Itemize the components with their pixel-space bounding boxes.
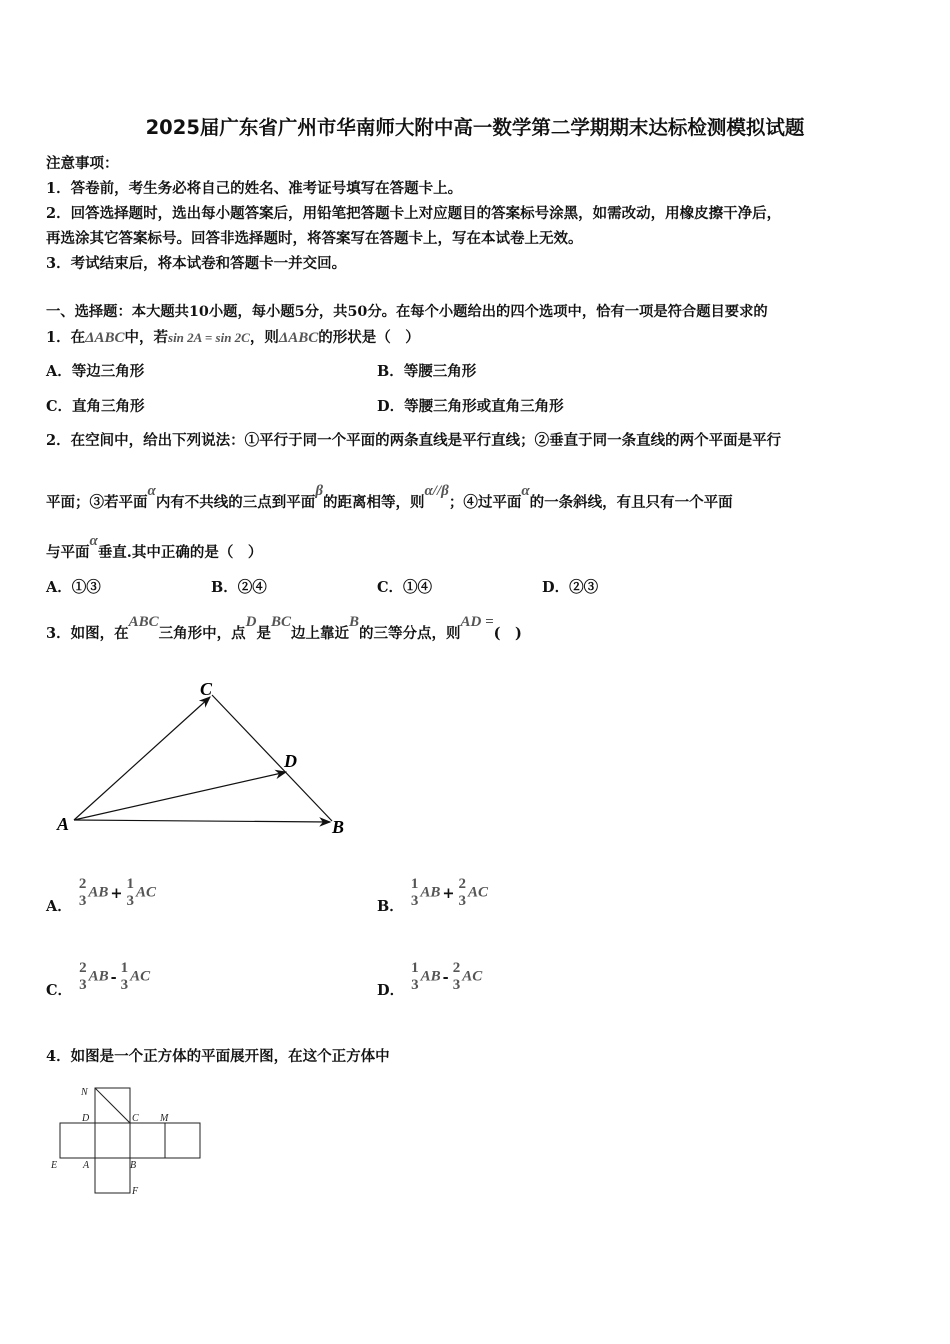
vector-name: AB [420,884,441,901]
question-3 [46,614,522,643]
q3-option-a[interactable] [46,876,157,915]
q1-text: 1．在 [46,329,86,346]
denominator: 3 [120,977,129,993]
numerator: 1 [410,876,419,892]
option-label: D． [377,981,405,999]
option-text: ①③ [71,579,101,596]
numerator: 1 [411,960,419,976]
denominator: 3 [78,893,87,909]
notice-item: 3．考试结束后，将本试卷和答题卡一并交回。 [46,255,347,272]
q2-math: β [315,483,323,499]
q2-text: 垂直.其中正确的是（ ） [97,544,263,561]
option-text: 等腰三角形 [403,363,477,380]
vector-ad [74,772,286,820]
fraction [459,876,467,910]
section-heading: 一、选择题：本大题共10小题，每小题5分，共50分。在每个小题给出的四个选项中，恰有一项是符合题目要求的 [46,304,768,320]
numerator: 1 [126,876,134,892]
question-1 [46,326,420,347]
vector-ab [74,820,330,822]
q2-text: ；④过平面 [448,494,522,511]
net-label-f: F [132,1186,139,1197]
q1-option-c[interactable] [46,395,145,416]
notice-heading: 注意事项： [46,155,119,172]
net-label-m: M [160,1113,169,1124]
q3-option-c[interactable] [46,960,151,999]
q3-text: 3．如图，在 [46,625,129,642]
triangle-figure [50,675,360,845]
q3-option-d[interactable] [377,960,483,999]
option-label: A． [46,579,72,596]
q3-text: ( ) [493,625,522,642]
option-label: B． [377,363,404,380]
operator: - [442,968,449,986]
q2-option-b[interactable] [211,576,267,597]
vector-name: AB [88,968,109,985]
option-text: ②④ [237,579,267,596]
notice-item: 1．答卷前，考生务必将自己的姓名、准考证号填写在答题卡上。 [46,180,463,197]
net-label-b: B [130,1160,137,1171]
vector-name: AB [88,884,109,901]
q2-text: 内有不共线的三点到平面 [155,494,316,511]
operator: + [442,884,455,902]
q2-text: 与平面 [46,544,90,561]
denominator: 3 [79,977,87,993]
fraction [79,876,87,910]
option-label: C． [46,981,73,999]
label-a: A [57,814,70,834]
label-c: C [200,679,213,699]
operator: - [110,968,117,986]
q2-text: 的一条斜线，有且只有一个平面 [529,494,733,511]
net-face-far-right [165,1123,200,1158]
q1-math: sin 2A = sin 2C [168,330,250,345]
q2-option-a[interactable] [46,576,101,597]
option-text: ②③ [569,579,599,596]
q1-option-d[interactable] [377,395,564,416]
q3-option-b[interactable] [377,876,489,915]
q1-option-b[interactable] [377,360,476,381]
option-text: 直角三角形 [72,398,145,415]
net-label-d: D [82,1113,90,1124]
net-face-left [60,1123,95,1158]
numerator: 2 [79,960,87,976]
numerator: 1 [120,960,129,976]
operator: + [110,884,123,902]
q3-math: AD = [460,614,494,630]
page-title: 2025届广东省广州市华南师大附中高一数学第二学期期末达标检测模拟试题 [145,116,805,139]
net-label-a: A [83,1160,90,1171]
option-label: A． [46,897,72,915]
vector-name: AC [462,968,483,985]
q3-math: D [245,614,257,630]
q3-math: ABC [128,614,159,630]
option-label: B． [211,579,238,596]
q3-text: 是 [256,625,271,642]
question-4: 4．如图是一个正方体的平面展开图，在这个正方体中 [46,1048,390,1065]
notice-item: 2．回答选择题时，选出每小题答案后，用铅笔把答题卡上对应题目的答案标号涂黑，如需改动，用橡皮擦干净后， [46,205,782,222]
denominator: 3 [411,977,419,993]
q2-math: α [147,483,156,499]
fraction [121,960,129,994]
option-label: D． [542,579,570,596]
option-label: D． [377,398,405,415]
cube-net-figure [46,1080,216,1205]
q1-math: ΔABC [278,330,319,346]
vector-name: AC [468,884,489,901]
question-2-line-2 [46,483,733,512]
option-label: C． [377,579,404,596]
option-label: A． [46,363,72,380]
net-diagonal-nc [95,1088,130,1123]
label-b: B [332,817,345,837]
q1-math: ΔABC [85,330,125,346]
option-text: 等边三角形 [71,363,145,380]
numerator: 2 [458,876,466,892]
fraction [79,960,87,994]
option-label: C． [46,398,73,415]
net-label-c: C [132,1113,139,1124]
q2-text: 平面；③若平面 [46,494,148,511]
question-2-line-1: 2．在空间中，给出下列说法：①平行于同一个平面的两条直线是平行直线；②垂直于同一条直线的两个平面是平行 [46,432,782,449]
q1-option-a[interactable] [46,360,144,381]
q1-text: 中，若 [124,329,169,346]
q3-math: B [348,614,359,630]
q3-text: 边上靠近 [290,625,349,642]
segment-cb [212,695,332,821]
option-text: 等腰三角形或直角三角形 [404,398,564,415]
numerator: 2 [452,960,461,976]
vector-name: AC [130,968,151,985]
q2-math: α [521,483,530,499]
option-label: B． [377,897,404,915]
q3-text: 三角形中，点 [158,625,246,642]
q3-text: 的三等分点，则 [358,625,461,642]
vector-name: AC [136,884,157,901]
label-d: D [284,751,297,771]
net-face-right [130,1123,165,1158]
net-label-e: E [51,1160,58,1171]
question-2-line-3 [46,533,263,562]
denominator: 3 [452,977,461,993]
q1-text: ，则 [249,329,279,346]
q2-option-d[interactable] [542,576,598,597]
net-face-bottom [95,1158,130,1193]
q2-option-c[interactable] [377,576,432,597]
vector-ac [74,697,210,820]
fraction [453,960,461,994]
q2-math: α//β [424,483,449,499]
q2-math: α [89,533,98,549]
net-label-n: N [81,1087,88,1098]
q2-text: 的距离相等，则 [323,494,425,511]
denominator: 3 [126,893,134,909]
denominator: 3 [458,893,466,909]
fraction [127,876,135,910]
q3-math: BC [270,614,291,630]
numerator: 2 [78,876,87,892]
fraction [411,960,419,994]
vector-name: AB [420,968,441,985]
fraction [411,876,419,910]
option-text: ①④ [403,579,433,596]
q1-text: 的形状是（ ） [318,329,420,346]
notice-item: 再选涂其它答案标号。回答非选择题时，将答案写在答题卡上，写在本试卷上无效。 [46,230,583,247]
denominator: 3 [410,893,419,909]
net-face-center [95,1123,130,1158]
